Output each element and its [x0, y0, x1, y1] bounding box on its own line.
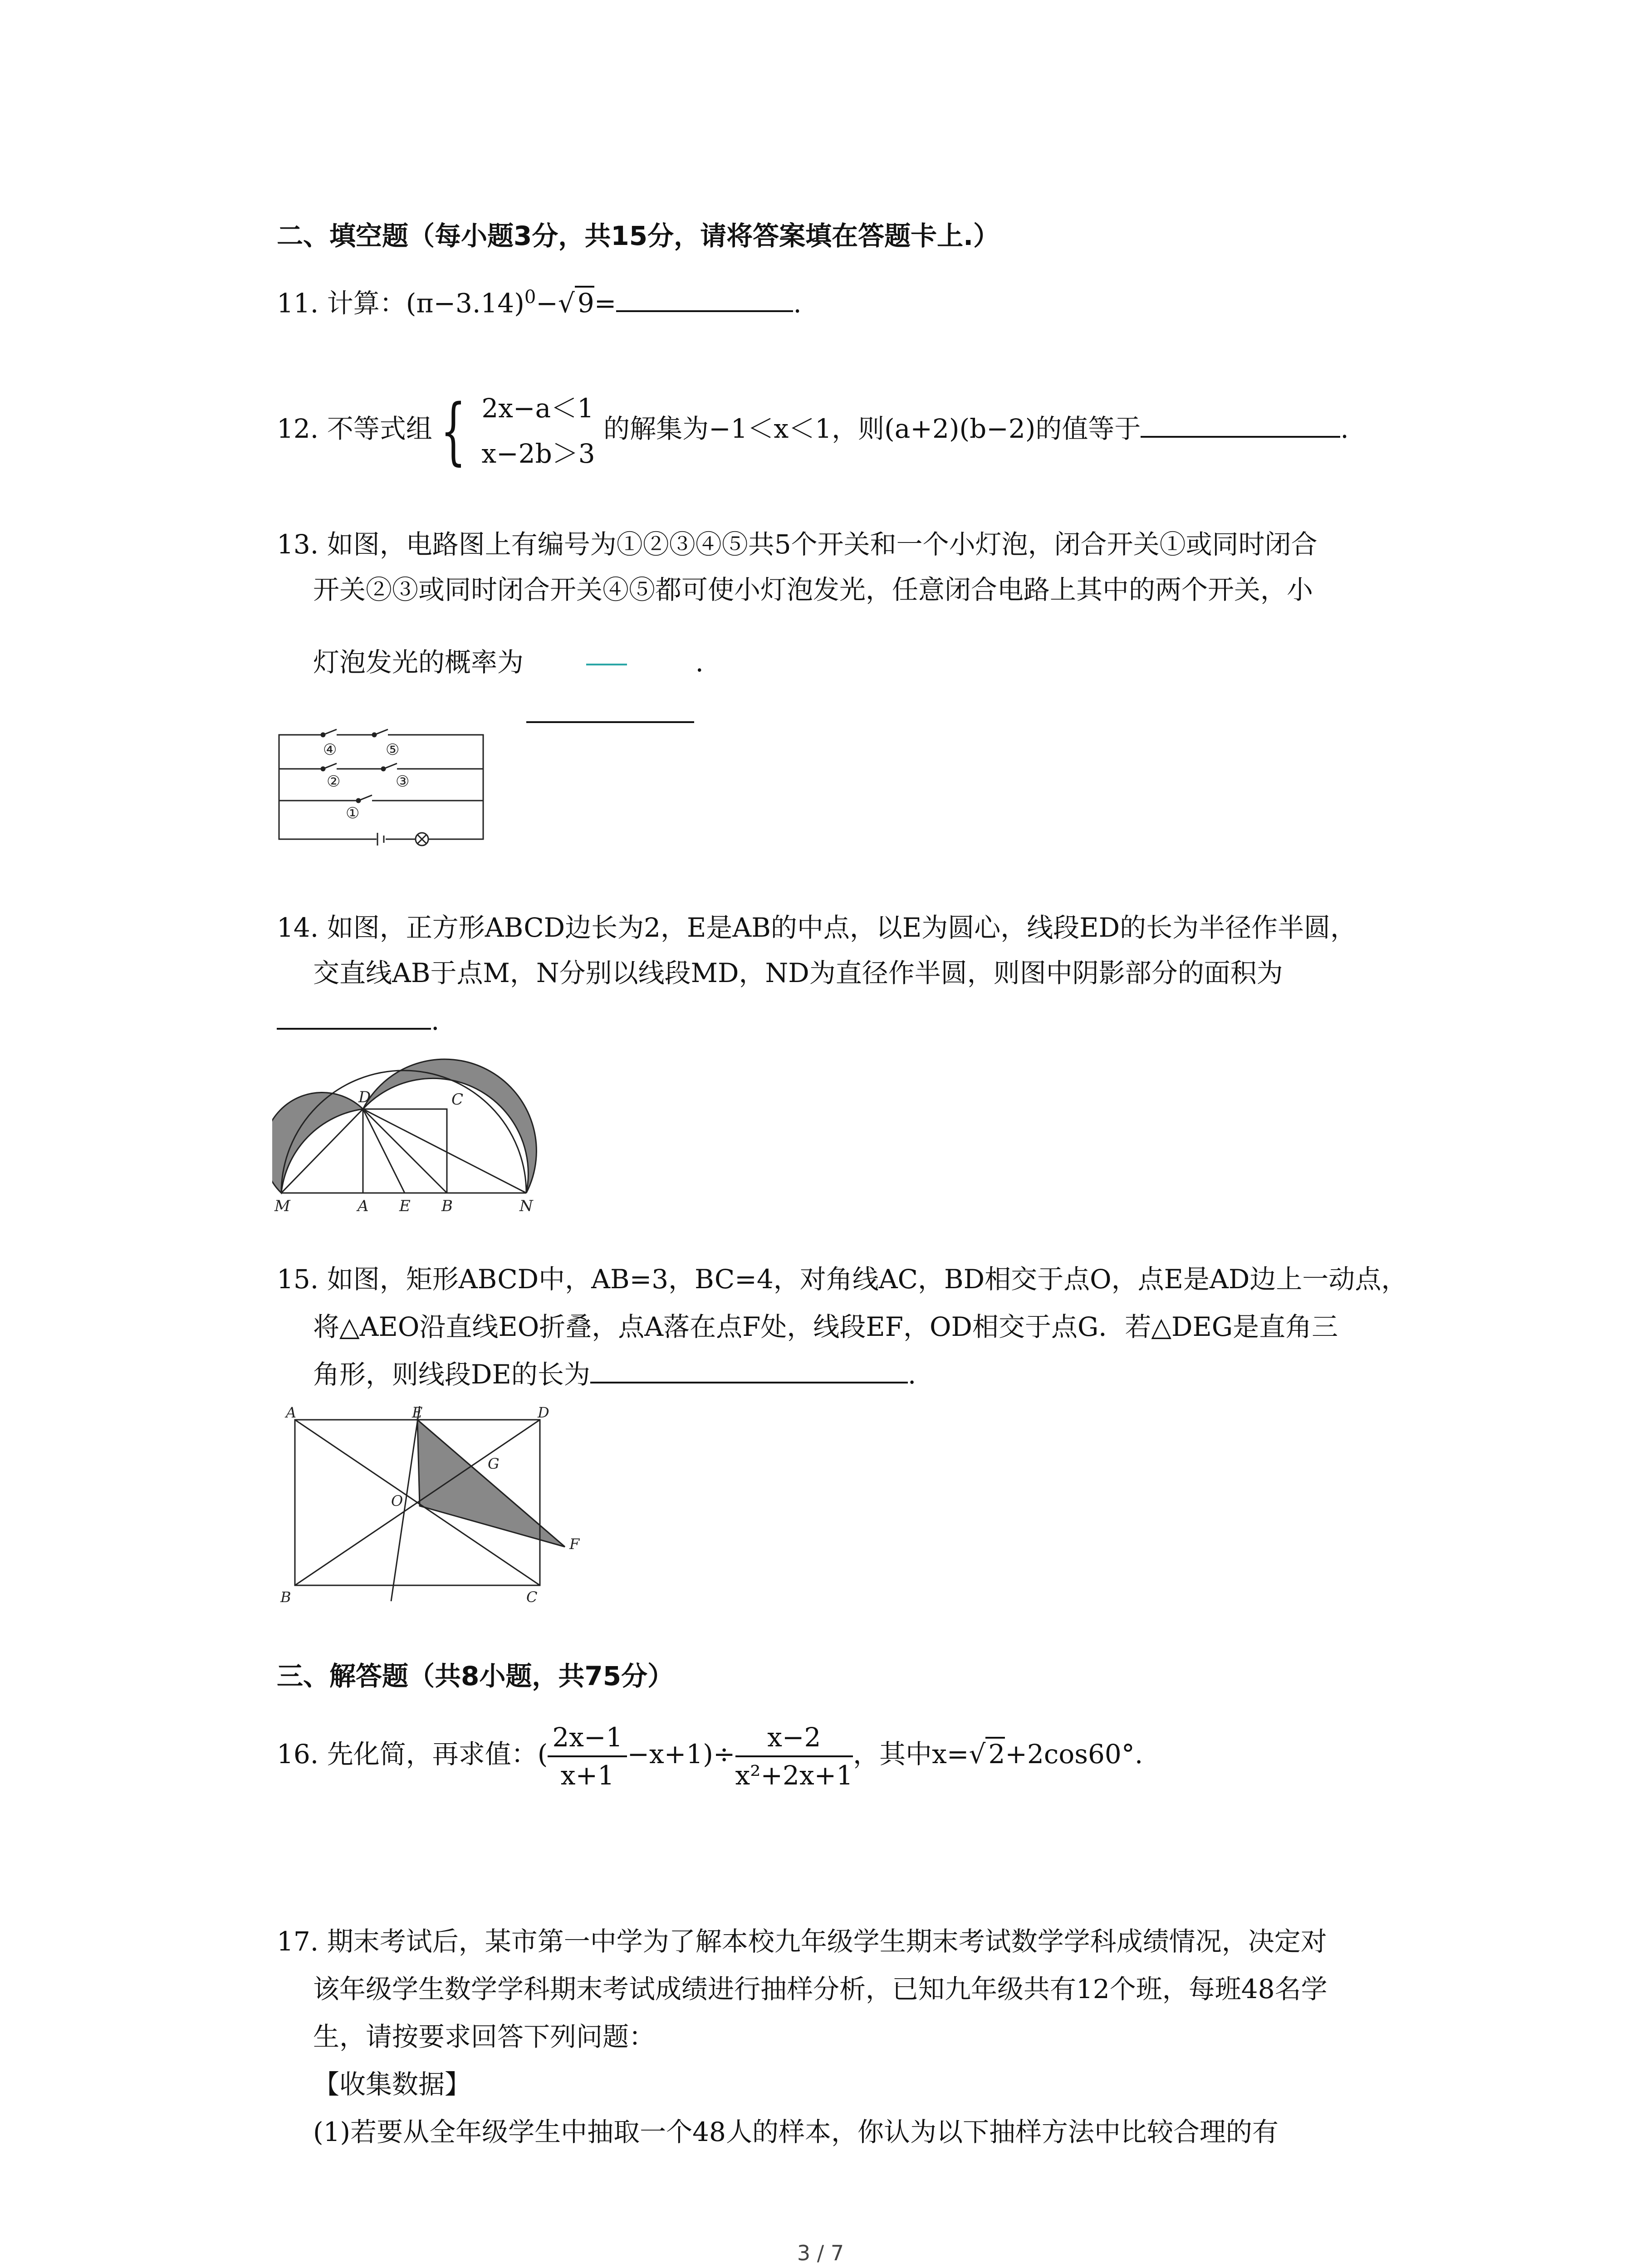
- point-label-n: N: [519, 1197, 533, 1211]
- answer-blank[interactable]: [1141, 436, 1340, 438]
- semicircle-diagram: [272, 1057, 544, 1211]
- question-text: 如图，电路图上有编号为①②③④⑤共5个开关和一个小灯泡，闭合开关①或同时闭合: [327, 529, 1318, 560]
- question-text: 灯泡发光的概率为: [313, 647, 524, 678]
- point-label-m: M: [274, 1197, 290, 1211]
- sqrt-symbol-icon: √: [969, 1739, 986, 1770]
- question-middle: 的解集为−1＜x＜1，则(a+2)(b−2)的值等于: [603, 413, 1141, 445]
- expr-tail: +2cos60°.: [1005, 1739, 1143, 1770]
- question-number: 14.: [277, 912, 319, 943]
- expr-base: (π−3.14): [406, 288, 524, 319]
- question-17-line-3: 生，请按要求回答下列问题：: [313, 2021, 656, 2052]
- question-end: .: [695, 647, 704, 678]
- rectangle-fold-diagram: [272, 1402, 590, 1606]
- question-prefix: 不等式组: [327, 413, 432, 445]
- point-label-c: C: [526, 1589, 538, 1606]
- question-text: 如图，正方形ABCD边长为2，E是AB的中点，以E为圆心，线段ED的长为半径作半圆，: [327, 912, 1357, 943]
- expr-equals: =: [594, 288, 617, 319]
- fraction-2-denominator: x²+2x+1: [735, 1760, 853, 1791]
- question-14-line-2: 交直线AB于点M，N分别以线段MD，ND为直径作半圆，则图中阴影部分的面积为: [313, 958, 1283, 988]
- switch-label-5: ⑤: [386, 741, 400, 759]
- point-label-c: C: [451, 1090, 464, 1109]
- question-end: .: [431, 1005, 440, 1036]
- fraction-1: [548, 1719, 627, 1794]
- fraction-1-numerator: 2x−1: [548, 1719, 627, 1757]
- circuit-diagram: [272, 726, 490, 848]
- point-label-e: E: [399, 1197, 411, 1211]
- inequality-1: 2x−a＜1: [481, 393, 594, 424]
- expr-condition: ，其中x=: [853, 1739, 969, 1770]
- point-label-f: F: [569, 1535, 580, 1553]
- point-label-e: E: [412, 1404, 423, 1421]
- question-12: [277, 386, 1349, 476]
- question-number: 15.: [277, 1264, 319, 1295]
- answer-blank[interactable]: [590, 1382, 908, 1383]
- question-text: 如图，矩形ABCD中，AB=3，BC=4，对角线AC，BD相交于点O，点E是AD边上一动点，: [327, 1264, 1408, 1295]
- question-15-line-1: [277, 1261, 1407, 1297]
- switch-label-1: ①: [346, 804, 360, 822]
- expr-middle: −x+1)÷: [627, 1739, 735, 1770]
- question-14-line-1: [277, 909, 1357, 946]
- point-label-g: G: [488, 1455, 500, 1472]
- point-label-a: A: [286, 1404, 297, 1421]
- question-text: 期末考试后，某市第一中学为了解本校九年级学生期末考试数学学科成绩情况，决定对: [327, 1926, 1327, 1957]
- question-label: 计算：: [327, 288, 406, 319]
- expr-minus: −: [536, 288, 558, 319]
- inequality-2: x−2b＞3: [481, 438, 595, 469]
- question-15-line-3: [313, 1356, 916, 1393]
- inequality-system: [481, 386, 595, 476]
- fraction-1-denominator: x+1: [560, 1760, 614, 1791]
- point-label-o: O: [391, 1492, 403, 1510]
- question-end: .: [1340, 413, 1349, 445]
- section-2-title: 二、填空题（每小题3分，共15分，请将答案填在答题卡上.）: [277, 220, 1000, 251]
- question-16: [277, 1719, 1143, 1794]
- expr-exponent: 0: [524, 287, 536, 308]
- switch-label-2: ②: [327, 772, 341, 791]
- question-number: 12.: [277, 413, 319, 445]
- sqrt-radicand: 2: [985, 1737, 1005, 1769]
- question-15-line-2: 将△AEO沿直线EO折叠，点A落在点F处，线段EF，OD相交于点G．若△DEG是直角三: [313, 1311, 1338, 1342]
- question-number: 17.: [277, 1926, 319, 1957]
- point-label-b: B: [441, 1197, 453, 1211]
- sqrt-radicand: 9: [575, 286, 594, 318]
- section-3-title: 三、解答题（共8小题，共75分）: [277, 1661, 674, 1691]
- point-label-b: B: [280, 1589, 291, 1606]
- question-end: .: [907, 1359, 916, 1390]
- switch-label-3: ③: [396, 772, 410, 791]
- answer-blank[interactable]: [616, 310, 793, 312]
- question-14-line-3: [277, 1002, 439, 1039]
- fraction-2: [735, 1719, 853, 1794]
- question-17-line-2: 该年级学生数学学科期末考试成绩进行抽样分析，已知九年级共有12个班，每班48名学: [313, 1974, 1327, 2004]
- page-number: 3 / 7: [797, 2241, 844, 2265]
- question-17-line-1: [277, 1923, 1327, 1960]
- question-17-line-4: 【收集数据】: [313, 2069, 471, 2100]
- question-number: 13.: [277, 529, 319, 560]
- question-number: 11.: [277, 288, 319, 319]
- answer-blank[interactable]: [277, 1028, 431, 1030]
- answer-blank[interactable]: [526, 721, 694, 723]
- brace-icon: {: [441, 388, 466, 473]
- question-13-line-1: [277, 526, 1318, 562]
- question-text: 角形，则线段DE的长为: [313, 1359, 590, 1390]
- question-13-line-2: 开关②③或同时闭合开关④⑤都可使小灯泡发光，任意闭合电路上其中的两个开关，小: [313, 574, 1313, 605]
- question-end: .: [793, 288, 802, 319]
- question-number: 16.: [277, 1739, 319, 1770]
- sqrt-symbol-icon: √: [558, 288, 575, 319]
- question-11: [277, 279, 802, 321]
- point-label-d: D: [538, 1404, 549, 1421]
- fraction-2-numerator: x−2: [735, 1719, 853, 1757]
- question-prefix: 先化简，再求值：(: [327, 1739, 548, 1770]
- question-13-line-3: [313, 644, 704, 680]
- point-label-d: D: [358, 1088, 371, 1106]
- question-17-line-5: (1)若要从全年级学生中抽取一个48人的样本，你认为以下抽样方法中比较合理的有: [313, 2116, 1279, 2147]
- fraction-bar-icon: [586, 664, 627, 665]
- point-label-a: A: [358, 1197, 369, 1211]
- switch-label-4: ④: [323, 741, 337, 759]
